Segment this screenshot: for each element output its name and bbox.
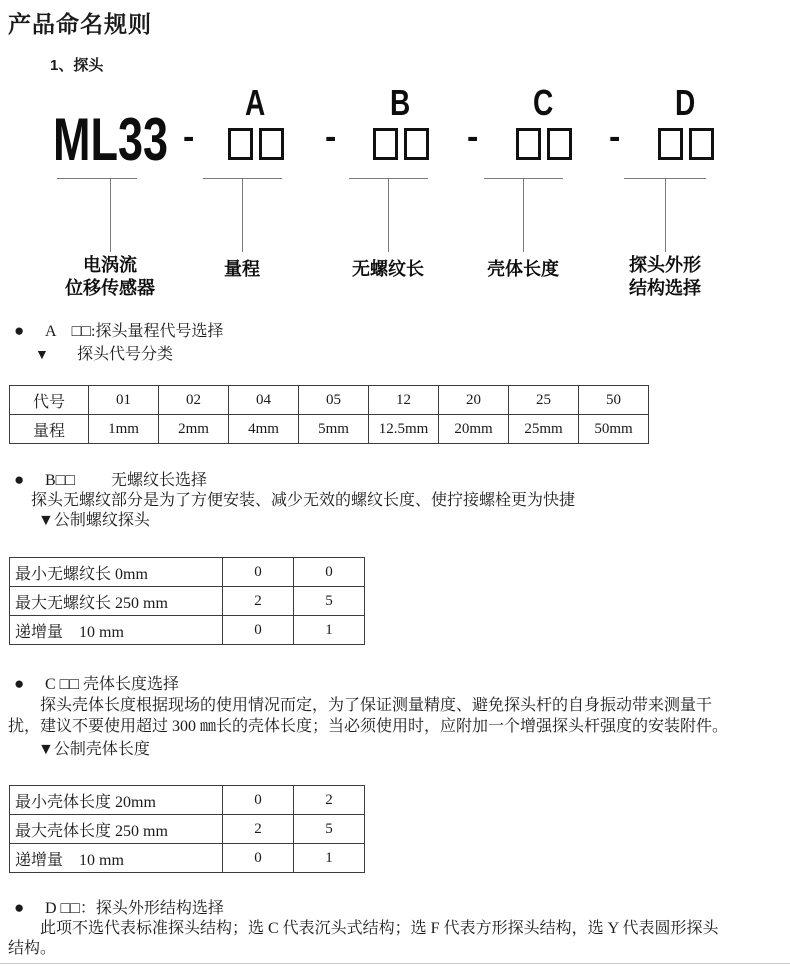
table-cell: 1 (294, 616, 365, 645)
diagram-label-line: 壳体长度 (487, 259, 559, 279)
thread-length-table (9, 557, 365, 645)
section-number: 1、探头 (50, 57, 104, 74)
table-cell: 25 (509, 386, 579, 415)
diagram-label-line: 无螺纹长 (352, 259, 424, 279)
table-cell: 12 (369, 386, 439, 415)
group-letter-b: B (390, 82, 411, 123)
table-cell: 2 (223, 587, 294, 616)
connector-stem (110, 178, 111, 252)
section-d-heading (14, 898, 790, 919)
model-code: ML33 (53, 106, 169, 173)
section-b-heading (14, 470, 790, 491)
table-row (10, 415, 649, 444)
table-cell: 20 (439, 386, 509, 415)
code-box-pair-b (373, 128, 429, 160)
dash-separator: - (467, 118, 479, 156)
triangle-marker-icon: ▼ (35, 348, 49, 363)
table-cell: 05 (299, 386, 369, 415)
section-a-subheading-text: 探头代号分类 (77, 346, 174, 363)
table-cell: 1 (294, 844, 365, 873)
table-cell: 2 (223, 815, 294, 844)
dash-separator: - (325, 118, 337, 156)
connector-stem (388, 178, 389, 252)
section-d-description-line2: 结构。 (8, 940, 57, 957)
diagram-label-line: 量程 (224, 259, 260, 279)
table-row (10, 616, 365, 645)
group-letter-d: D (675, 82, 696, 123)
code-box-pair-c (516, 128, 572, 160)
table-cell: 2mm (159, 415, 229, 444)
bullet-icon: ● (14, 674, 25, 693)
table-row (10, 386, 649, 415)
page-title: 产品命名规则 (8, 11, 152, 37)
diagram-label-line: 电涡流 (83, 255, 137, 275)
table-cell: 50mm (579, 415, 649, 444)
table-cell: 最大壳体长度 250 mm (10, 815, 223, 844)
table-cell: 04 (229, 386, 299, 415)
shell-length-table (9, 785, 365, 873)
section-c-description-line1: 探头壳体长度根据现场的使用情况而定，为了保证测量精度、避免探头杆的自身振动带来测量干 (40, 697, 713, 714)
dash-separator: - (183, 118, 195, 156)
diagram-label-sensor (65, 254, 155, 300)
code-box (228, 128, 253, 160)
connector-line (57, 178, 137, 179)
code-box (404, 128, 429, 160)
table-cell: 最小无螺纹长 0mm (10, 558, 223, 587)
code-box-pair-d (658, 128, 714, 160)
table-cell: 1mm (89, 415, 159, 444)
section-c-heading-text: C □□ 壳体长度选择 (45, 676, 180, 693)
connector-stem (523, 178, 524, 252)
naming-diagram (0, 84, 790, 316)
diagram-label-line: 结构选择 (629, 278, 701, 298)
diagram-label-shell-length (487, 258, 559, 281)
table-row (10, 587, 365, 616)
table-cell: 0 (223, 616, 294, 645)
section-a-subheading (35, 344, 790, 366)
table-cell: 递增量 10 mm (10, 844, 223, 873)
table-cell: 0 (223, 786, 294, 815)
table-cell: 0 (294, 558, 365, 587)
group-letter-a: A (245, 82, 266, 123)
table-cell: 递增量 10 mm (10, 616, 223, 645)
section-c-description-line2: 扰，建议不要使用超过 300 ㎜长的壳体长度；当必须使用时，应附加一个增强探头杆强度的安装附件。 (8, 718, 729, 735)
table-cell: 最小壳体长度 20mm (10, 786, 223, 815)
section-a-heading (14, 320, 790, 342)
section-d-description-line1: 此项不选代表标准探头结构；选 C 代表沉头式结构；选 F 代表方形探头结构，选 Y 代表圆形探头 (40, 920, 719, 937)
table-cell: 4mm (229, 415, 299, 444)
table-cell: 12.5mm (369, 415, 439, 444)
table-cell: 代号 (10, 386, 89, 415)
diagram-label-line: 位移传感器 (65, 278, 155, 298)
group-letter-c: C (533, 82, 554, 123)
table-cell: 5 (294, 815, 365, 844)
table-row (10, 558, 365, 587)
table-cell: 5 (294, 587, 365, 616)
code-box-pair-a (228, 128, 284, 160)
table-cell: 20mm (439, 415, 509, 444)
table-row (10, 786, 365, 815)
section-c-subheading: ▼公制壳体长度 (38, 741, 150, 758)
range-code-table (9, 385, 649, 444)
code-box (259, 128, 284, 160)
bottom-divider (0, 963, 790, 964)
table-cell: 5mm (299, 415, 369, 444)
code-box (689, 128, 714, 160)
diagram-label-line: 探头外形 (629, 255, 701, 275)
code-box (373, 128, 398, 160)
table-cell: 量程 (10, 415, 89, 444)
diagram-label-structure (629, 254, 701, 300)
code-box (516, 128, 541, 160)
bullet-icon: ● (14, 898, 25, 917)
connector-stem (242, 178, 243, 252)
table-cell: 0 (223, 844, 294, 873)
table-cell: 25mm (509, 415, 579, 444)
section-d-heading-text: D □□：探头外形结构选择 (45, 900, 224, 917)
table-row (10, 844, 365, 873)
section-b-subheading: ▼公制螺纹探头 (38, 512, 150, 529)
diagram-label-unthreaded-length (352, 258, 424, 281)
bullet-icon: ● (14, 470, 25, 489)
table-cell: 0 (223, 558, 294, 587)
table-cell: 01 (89, 386, 159, 415)
table-cell: 50 (579, 386, 649, 415)
section-c-heading (14, 674, 790, 695)
bullet-icon: ● (14, 321, 25, 340)
diagram-label-range (224, 258, 260, 281)
table-cell: 02 (159, 386, 229, 415)
code-box (547, 128, 572, 160)
table-cell: 2 (294, 786, 365, 815)
dash-separator: - (609, 118, 621, 156)
section-b-description: 探头无螺纹部分是为了方便安装、减少无效的螺纹长度、使拧接螺栓更为快捷 (31, 492, 576, 509)
connector-stem (665, 178, 666, 252)
table-cell: 最大无螺纹长 250 mm (10, 587, 223, 616)
table-row (10, 815, 365, 844)
code-box (658, 128, 683, 160)
section-b-heading-text: B□□ 无螺纹长选择 (45, 472, 208, 489)
section-a-heading-text: A □□:探头量程代号选择 (45, 323, 224, 340)
